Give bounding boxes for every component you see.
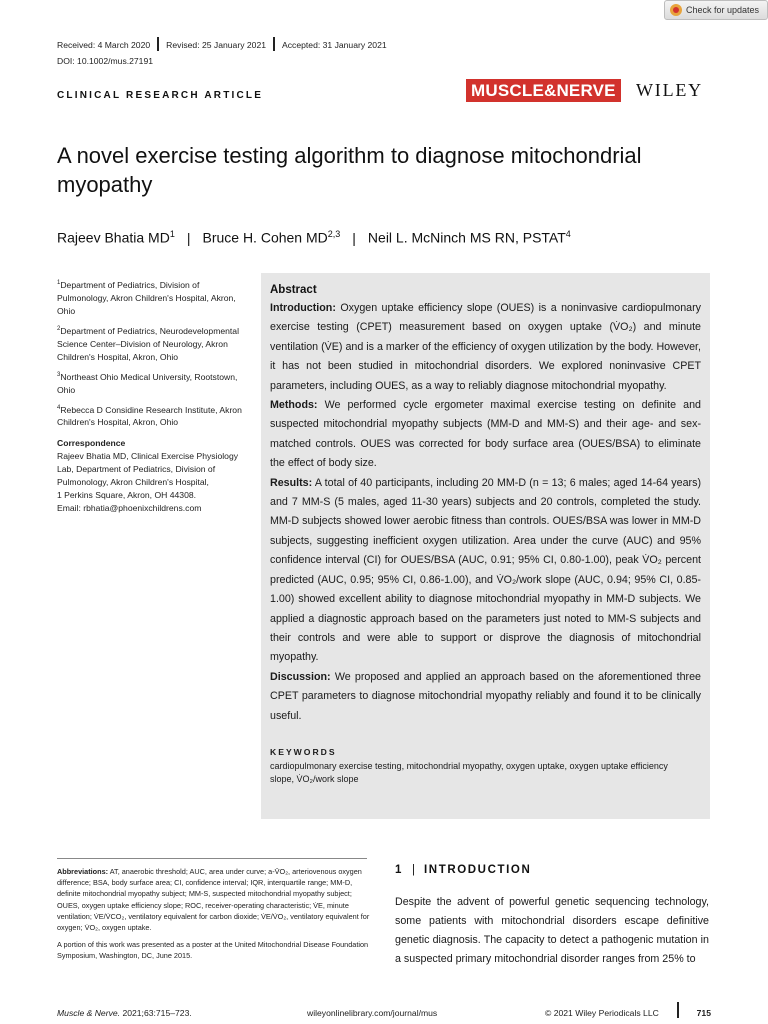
introduction-text: Despite the advent of powerful genetic sequencing technology, some patients with mitochondrial disorders escape definitive genetic diagnosis. The capacity to detect a pathogenic mutation in a suspected primary mitochondrial disorder ranges from 25% to	[395, 896, 709, 965]
affiliation-item	[57, 402, 247, 430]
affiliation-number: 4	[57, 404, 61, 411]
affiliation-text: Northeast Ohio Medical University, Rootstown, Ohio	[57, 371, 238, 395]
affiliation-text: Department of Pediatrics, Neurodevelopmental Science Center–Division of Neurology, Akron Children's Hospital, Akron, Ohio	[57, 325, 239, 362]
article-dates	[57, 40, 394, 51]
affiliations	[57, 277, 247, 515]
abstract-discussion	[270, 668, 701, 726]
abstract-results	[270, 474, 701, 668]
section-text: We proposed and applied an approach based on the aforementioned three CPET parameters to diagnose mitochondrial myopathy reliably and found it to be clinically useful.	[270, 670, 701, 722]
footer-url[interactable]: wileyonlinelibrary.com/journal/mus	[307, 1008, 438, 1018]
article-title: A novel exercise testing algorithm to diagnose mitochondrial myopathy	[57, 143, 642, 197]
section-label: Methods:	[270, 399, 318, 412]
doi[interactable]: DOI: 10.1002/mus.27191	[57, 56, 154, 66]
author-affiliation-ref: 1	[169, 229, 175, 239]
footer-separator	[677, 1002, 679, 1018]
footer-journal: Muscle & Nerve.	[57, 1008, 121, 1018]
affiliation-item	[57, 323, 247, 364]
correspondence-email[interactable]: Email: rbhatia@phoenixchildrens.com	[57, 503, 202, 514]
section-label: Results:	[270, 476, 313, 489]
author-separator: |	[352, 229, 356, 246]
author-name[interactable]: Neil L. McNinch MS RN, PSTAT	[367, 229, 566, 246]
affiliation-item	[57, 277, 247, 318]
received-date: Received: 4 March 2020	[57, 40, 151, 50]
author-separator: |	[186, 229, 191, 246]
author-name[interactable]: Bruce H. Cohen MD	[202, 229, 328, 246]
revised-date: Revised: 25 January 2021	[166, 40, 267, 50]
footer-volume: 2021;63:715–723.	[122, 1008, 192, 1018]
section-title: INTRODUCTION	[424, 864, 532, 876]
footer-copyright: © 2021 Wiley Periodicals LLC	[545, 1008, 659, 1018]
author-name[interactable]: Rajeev Bhatia MD	[57, 229, 170, 246]
article-type: CLINICAL RESEARCH ARTICLE	[57, 90, 264, 101]
section-text: We performed cycle ergometer maximal exercise testing on definite and suspected mitochondrial myopathy subjects (MM-D and MM-S) and their age- and sex-matched controls. OUES was corrected for body surface area (OUES/BSA) to eliminate the effect of body size.	[270, 399, 701, 470]
page-number: 715	[696, 1008, 711, 1018]
section-text: Oxygen uptake efficiency slope (OUES) is a noninvasive cardiopulmonary exercise testing (CPET) measurement based on oxygen uptake (V̇O₂) and minute ventilation (V̇E) and is a marker of the efficiency of oxygen utilization by the body. However, it has not been studied in mitochondrial disorders. We explored noninvasive CPET parameters, including OUES, as a way to reliably diagnose mitochondrial myopathy.	[270, 302, 701, 392]
check-for-updates-button[interactable]	[664, 0, 768, 20]
abstract-heading: Abstract	[270, 284, 317, 296]
abbreviations-footnote	[57, 866, 372, 962]
affiliation-item	[57, 369, 247, 397]
affiliation-number: 3	[57, 371, 61, 378]
footnote-divider	[57, 858, 367, 859]
author-affiliation-ref: 2,3	[327, 229, 341, 239]
correspondence-line: 1 Perkins Square, Akron, OH 44308.	[57, 490, 197, 501]
abstract-box	[261, 273, 710, 819]
section-label: Discussion:	[270, 670, 331, 683]
section-number: 1	[395, 864, 403, 876]
affiliation-text: Rebecca D Considine Research Institute, Akron Children's Hospital, Akron, Ohio	[57, 404, 242, 428]
section-text: A total of 40 participants, including 20 MM-D (n = 13; 6 males; aged 14-64 years) and 7 MM-S (5 males, aged 11-30 years) subjects and 20 controls, completed the study. MM-D subjects showed lower aerobic fitness than controls. OUES/BSA was lower in MM-D subjects, suggesting inefficient oxygen utilization. Area under the curve (AUC) and 95% confidence interval (CI) for OUES/BSA (AUC, 0.91; 95% CI, 0.80-1.00), peak V̇O₂ percent predicted (AUC, 0.95; 95% CI, 0.86-1.00), and V̇O₂/work slope (AUC, 0.94; 95% CI, 0.85-1.00) showed excellent ability to diagnose mitochondrial myopathy in MM-D subjects. We applied a diagnostic approach based on the parameters just noted to MM-S subjects and their controls and were able to support or disprove the diagnosis of mitochondrial myopathy.	[270, 476, 701, 664]
journal-logo: MUSCLE&NERVE	[466, 79, 621, 102]
abbreviations-body: AT, anaerobic threshold; AUC, area under curve; a-V̄O₂, arteriovenous oxygen difference; BSA, body surface area; CI, confidence interval; IQR, interquartile range; MM-D, definite mitochondrial myopathy subject; MM-S, suspected mitochondrial myopathy subject; OUES, oxygen uptake efficiency slope; ROC, receiver-operating characteristic; V̇E, minute ventilation; V̇E/V̇CO₂, ventilatory equivalent for carbon dioxide; V̇E/V̇O₂, ventilatory equivalent for oxygen; V̇O₂, oxygen uptake.	[57, 867, 370, 933]
publisher-logo: WILEY	[636, 80, 703, 100]
abbreviations-label: Abbreviations:	[57, 867, 109, 876]
abstract-introduction	[270, 299, 701, 396]
author-list	[57, 229, 571, 246]
crossmark-icon	[670, 4, 682, 16]
correspondence-heading: Correspondence	[57, 438, 126, 449]
section-separator: |	[412, 864, 415, 876]
author-affiliation-ref: 4	[565, 229, 571, 239]
keywords-list: cardiopulmonary exercise testing, mitochondrial myopathy, oxygen uptake, oxygen uptake efficiency slope, V̇O₂/work slope	[270, 760, 668, 784]
abstract-methods	[270, 396, 701, 474]
abbreviations-text	[57, 866, 372, 933]
keywords-heading: KEYWORDS	[270, 746, 337, 757]
affiliation-text: Department of Pediatrics, Division of Pulmonology, Akron Children's Hospital, Akron, Ohio	[57, 279, 236, 316]
correspondence-line: Rajeev Bhatia MD, Clinical Exercise Physiology Lab, Department of Pediatrics, Division of Pulmonology, Akron Children's Hospital,	[57, 451, 239, 488]
poster-note: A portion of this work was presented as a poster at the United Mitochondrial Disease Foundation Symposium, Washington, DC, June 2015.	[57, 940, 369, 961]
affiliation-number: 2	[57, 325, 61, 332]
affiliation-number: 1	[57, 280, 61, 286]
footer-citation	[57, 1008, 192, 1018]
accepted-date: Accepted: 31 January 2021	[282, 40, 387, 50]
check-for-updates-label: Check for updates	[686, 5, 760, 15]
introduction-heading	[395, 864, 531, 876]
section-label: Introduction:	[270, 302, 336, 314]
